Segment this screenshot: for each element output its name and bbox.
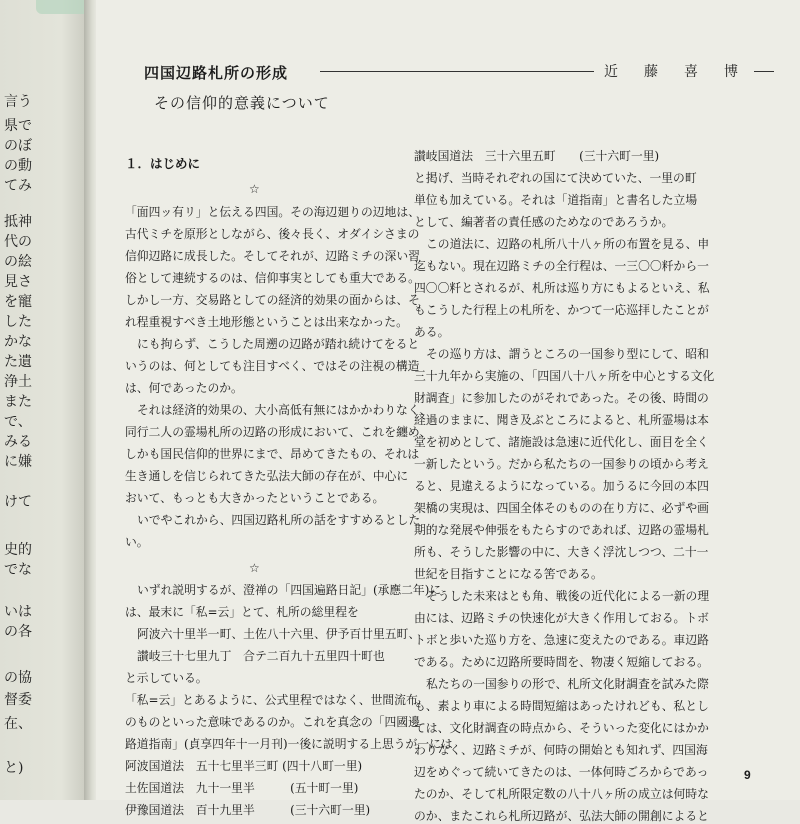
text-line: 財調査」に参加したのがそれであった。その後、時間の bbox=[414, 391, 709, 405]
text-line: 期的な発展や伸張をもたらすのであれば、辺路の霊場札 bbox=[414, 523, 709, 537]
text-line: 堂を初めとして、諸施設は急速に近代化し、面目を全く bbox=[414, 435, 709, 449]
text-line: そうした未来はとも角、戦後の近代化による一新の理 bbox=[426, 589, 710, 603]
title-row bbox=[144, 62, 774, 86]
text-line: と示している。 bbox=[125, 671, 208, 685]
text-line: 生き通しを信じられてきた弘法大師の存在が、中心に bbox=[125, 469, 409, 483]
text-line: 路道指南」(貞享四年十一月刊)一後に説明する上思うが一には bbox=[125, 737, 453, 751]
left-page-line: いは bbox=[4, 604, 32, 620]
text-line: 辺をめぐって続いてきたのは、一体何時ごろからであっ bbox=[414, 765, 709, 779]
text-line: 古代ミチを原形としながら、後々長く、オダイシさまの bbox=[125, 227, 420, 241]
left-page-line: また bbox=[4, 394, 32, 410]
text-line: 私たちの一国参りの形で、札所文化財調査を試みた際 bbox=[426, 677, 709, 691]
text-line: 同行二人の霊場札所の辺路の形成において、これを纏め、 bbox=[125, 425, 432, 439]
left-page-line: でな bbox=[4, 562, 32, 578]
text-line: のか、またこれら札所辺路が、弘法大師の開創によると bbox=[414, 809, 709, 823]
text-line: 讃岐国道法 三十六里五町 (三十六町一里) bbox=[414, 149, 660, 163]
text-line: いでやこれから、四国辺路札所の話をすすめるとした bbox=[137, 513, 421, 527]
left-page-line: のぼ bbox=[4, 138, 32, 154]
page-number: 9 bbox=[744, 768, 751, 782]
left-page-line: 在、 bbox=[4, 716, 32, 732]
article-subtitle: その信仰的意義について bbox=[154, 94, 330, 112]
text-line: 「面四ッ有リ」と伝える四国。その海辺廻りの辺地は、 bbox=[125, 205, 420, 219]
left-page-line: 史的 bbox=[4, 542, 32, 558]
text-line: たのか、そして札所限定数の八十八ヶ所の成立は何時な bbox=[414, 787, 709, 801]
text-line: 土佐国道法 九十一里半 (五十町一里) bbox=[125, 781, 359, 795]
article-author: 近 藤 喜 博 bbox=[594, 61, 754, 81]
left-page-line: 浄土 bbox=[4, 374, 32, 390]
text-line: 由には、辺路ミチの快速化が大きく作用しておる。トボ bbox=[414, 611, 709, 625]
text-line: いうのは、何としても注目すべく、ではその注視の構造 bbox=[125, 359, 420, 373]
left-page-line: けて bbox=[4, 494, 32, 510]
text-line: いずれ説明するが、澄禅の「四国遍路日記」(承應二年)に bbox=[137, 583, 442, 597]
text-line: ては、文化財調査の時点から、そういった変化にはかか bbox=[414, 721, 709, 735]
text-line: にも拘らず、こうした周遡の辺路が踏れ続けてをると bbox=[137, 337, 420, 351]
text-line: この道法に、辺路の札所八十八ヶ所の布置を見る、申 bbox=[426, 237, 710, 251]
left-page-line: を寵 bbox=[4, 294, 32, 310]
left-page-line: の各 bbox=[4, 624, 32, 640]
left-page-line: 督委 bbox=[4, 692, 32, 708]
text-line: しかも国民信仰的世界にまで、昂めてきたもの、それは bbox=[125, 447, 420, 461]
article-title: 四国辺路札所の形成 bbox=[144, 64, 289, 82]
text-line: 阿波国道法 五十七里半三町 (四十八町一里) bbox=[125, 759, 363, 773]
left-page-line: 見さ bbox=[4, 274, 32, 290]
text-line: 阿波六十里半一町、土佐八十六里、伊予百廿里五町、 bbox=[137, 627, 421, 641]
text-line: わりなく、辺路ミチが、何時の開始とも知れず、四国海 bbox=[414, 743, 708, 757]
left-page-line: と) bbox=[4, 760, 24, 776]
right-page bbox=[96, 0, 800, 823]
text-line: い。 bbox=[125, 535, 149, 549]
text-line: 架橋の実現は、四国全体そのものの在り方に、必ずや画 bbox=[414, 501, 709, 515]
section-divider-star: ☆ bbox=[249, 561, 260, 575]
left-page-line: の動 bbox=[4, 158, 32, 174]
text-line: のものといった意味であるのか。これを真念の「四國邊 bbox=[125, 715, 420, 729]
text-line: は、最末に「私=云」とて、札所の総里程を bbox=[125, 605, 359, 619]
text-line: 世紀を目指すことになる筈である。 bbox=[414, 567, 603, 581]
book-edge-strip bbox=[36, 0, 88, 14]
text-line: それは経済的効果の、大小高低有無にはかかわりなく、 bbox=[137, 403, 432, 417]
text-line: れ程重視すべき土地形態ということは出来なかった。 bbox=[125, 315, 408, 329]
text-line: 信仰辺路に成長した。そしてそれが、辺路ミチの深い習 bbox=[125, 249, 420, 263]
text-line: 所も、そうした影響の中に、大きく浮沈しつつ、二十一 bbox=[414, 545, 709, 559]
left-page-line: 言う bbox=[4, 94, 32, 110]
text-line: おいて、もっとも大きかったということである。 bbox=[125, 491, 385, 505]
left-page-line: みる bbox=[4, 434, 32, 450]
text-line: もこうした行程上の札所を、かつて一応巡拝したことが bbox=[414, 303, 709, 317]
text-line: として、編著者の責任感のためなのであろうか。 bbox=[414, 215, 674, 229]
text-line: ある。 bbox=[414, 325, 450, 339]
text-line: 四〇〇粁とされるが、札所は巡り方にもよるといえ、私 bbox=[414, 281, 710, 295]
left-page-line: かな bbox=[4, 334, 32, 350]
section-heading: １．はじめに bbox=[125, 156, 201, 171]
left-page-line: に嫌 bbox=[4, 454, 32, 470]
text-line: 讃岐三十七里九丁 合テ二百九十五里四十町也 bbox=[137, 649, 385, 663]
left-page-line: た遺 bbox=[4, 354, 32, 370]
text-line: である。ために辺路所要時間を、物凄く短縮しておる。 bbox=[414, 655, 709, 669]
text-line: 俗として連続するのは、信仰事実としても重大である。 bbox=[125, 271, 420, 285]
left-page-line: 抵神 bbox=[4, 214, 32, 230]
text-line: しかし一方、交易路としての経済的効果の面からは、そ bbox=[125, 293, 420, 307]
section-divider-star: ☆ bbox=[249, 182, 260, 196]
left-page-line: てみ bbox=[4, 178, 32, 194]
left-page-line: の絵 bbox=[4, 254, 32, 270]
left-page-line: した bbox=[4, 314, 32, 330]
text-line: 「私=云」とあるように、公式里程ではなく、世間流布 bbox=[125, 693, 418, 707]
left-page-line: で、 bbox=[4, 414, 32, 430]
text-line: 伊豫国道法 百十九里半 (三十六町一里) bbox=[125, 803, 371, 817]
text-line: トボと歩いた巡り方を、急速に変えたのである。車辺路 bbox=[414, 633, 709, 647]
text-line: も、素より車による時間短縮はあったけれども、私とし bbox=[414, 699, 709, 713]
left-page-fragment bbox=[0, 0, 88, 800]
text-line: 迄もない。現在辺路ミチの全行程は、一三〇〇粁から一 bbox=[414, 259, 709, 273]
text-line: 単位も加えている。それは「道指南」と書名した立場 bbox=[414, 193, 698, 207]
left-page-line: の協 bbox=[4, 670, 32, 686]
text-line: 一新したという。だから私たちの一国参りの頃から考え bbox=[414, 457, 709, 471]
text-line: は、何であったのか。 bbox=[125, 381, 243, 395]
text-line: 経過のままに、聞き及ぶところによると、札所霊場は本 bbox=[414, 413, 709, 427]
text-line: その巡り方は、謂うところの一国参り型にして、昭和 bbox=[426, 347, 709, 361]
text-line: 三十九年から実施の、「四国八十八ヶ所を中心とする文化 bbox=[414, 369, 715, 383]
left-page-line: 県で bbox=[4, 118, 32, 134]
text-line: と掲げ、当時それぞれの国にて決めていた、一里の町 bbox=[414, 171, 697, 185]
text-line: ると、見違えるようになっている。加うるに今回の本四 bbox=[414, 479, 709, 493]
left-page-line: 代の bbox=[4, 234, 32, 250]
